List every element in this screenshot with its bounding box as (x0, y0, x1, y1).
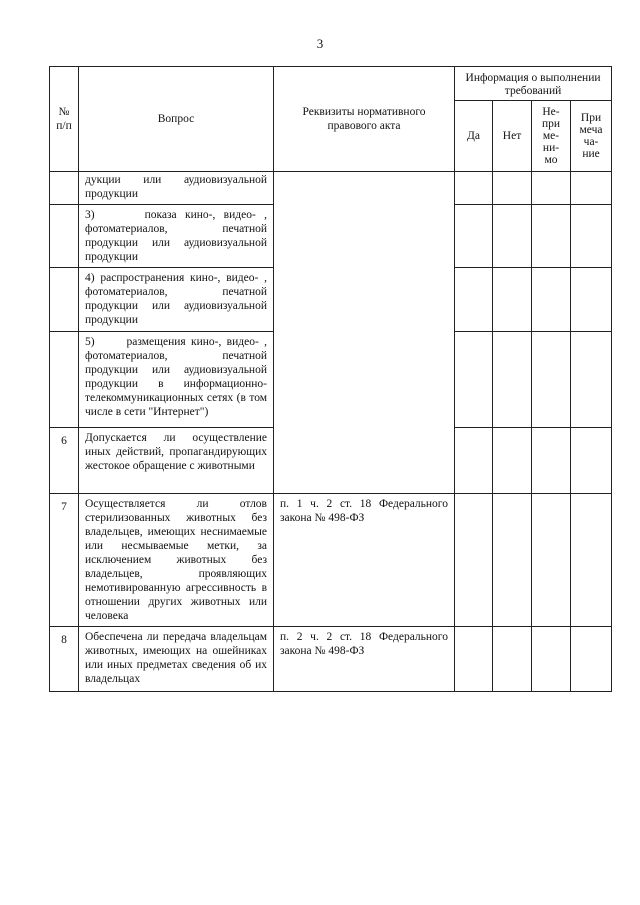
header-question: Вопрос (79, 67, 274, 172)
cell-yes (455, 627, 493, 692)
header-row-top (50, 67, 612, 101)
cell-note (571, 205, 612, 268)
row-number (50, 172, 79, 205)
cell-not-applicable (532, 172, 571, 205)
cell-note (571, 172, 612, 205)
row-regulation: п. 1 ч. 2 ст. 18 Федерального закона № 498-ФЗ (274, 494, 455, 627)
cell-not-applicable (532, 627, 571, 692)
cell-note (571, 627, 612, 692)
cell-note (571, 428, 612, 494)
row-number (50, 205, 79, 268)
cell-note (571, 268, 612, 332)
cell-note (571, 332, 612, 428)
row-regulation: п. 2 ч. 2 ст. 18 Федерального закона № 498-ФЗ (274, 627, 455, 692)
cell-yes (455, 172, 493, 205)
cell-not-applicable (532, 428, 571, 494)
table-row (50, 627, 612, 692)
row-question: Обеспечена ли передача владельцам животных, имеющих на ошейниках или иных предметах сведения об их владельцах (79, 627, 274, 692)
header-regulation: Реквизиты нормативного правового акта (274, 67, 455, 172)
row-question: 3) показа кино-, видео- , фотоматериалов, печатной продукции или аудиовизуальной продукции (79, 205, 274, 268)
header-yes: Да (455, 101, 493, 172)
row-question: Допускается ли осуществление иных действий, пропагандирующих жестокое обращение с животными (79, 428, 274, 494)
cell-no (493, 428, 532, 494)
page-number: 3 (316, 36, 324, 51)
row-question: дукции или аудиовизуальной продукции (79, 172, 274, 205)
cell-no (493, 268, 532, 332)
table-row (50, 494, 612, 627)
cell-yes (455, 205, 493, 268)
cell-note (571, 494, 612, 627)
row-number: 7 (50, 494, 79, 627)
row-question: 5) размещения кино-, видео- , фотоматериалов, печатной продукции или аудиовизуальной продукции в информационно-телекоммуникационных сетях (в том числе в сети "Интернет") (79, 332, 274, 428)
cell-no (493, 332, 532, 428)
cell-yes (455, 428, 493, 494)
row-question: 4) распространения кино-, видео- , фотоматериалов, печатной продукции или аудиовизуальной продукции (79, 268, 274, 332)
cell-no (493, 494, 532, 627)
cell-no (493, 172, 532, 205)
cell-yes (455, 494, 493, 627)
cell-yes (455, 332, 493, 428)
cell-not-applicable (532, 494, 571, 627)
row-number: 6 (50, 428, 79, 494)
cell-no (493, 205, 532, 268)
header-no: Нет (493, 101, 532, 172)
cell-not-applicable (532, 268, 571, 332)
header-info: Информация о выполнении требований (455, 67, 612, 101)
row-regulation (274, 172, 455, 494)
row-number: 8 (50, 627, 79, 692)
table-row (50, 172, 612, 205)
row-number (50, 268, 79, 332)
row-question: Осуществляется ли отлов стерилизованных животных без владельцев, имеющих неснимаемые или несмываемые метки, за исключением животных без владельцев, проявляющих немотивированную агрессивность в отношении других животных или человека (79, 494, 274, 627)
cell-not-applicable (532, 332, 571, 428)
header-number: № п/п (50, 67, 79, 172)
requirements-checklist-table (49, 66, 612, 692)
row-number (50, 332, 79, 428)
header-not-applicable: Не- при ме- ни- мо (532, 101, 571, 172)
header-note: При меча ча- ние (571, 101, 612, 172)
cell-not-applicable (532, 205, 571, 268)
cell-no (493, 627, 532, 692)
cell-yes (455, 268, 493, 332)
